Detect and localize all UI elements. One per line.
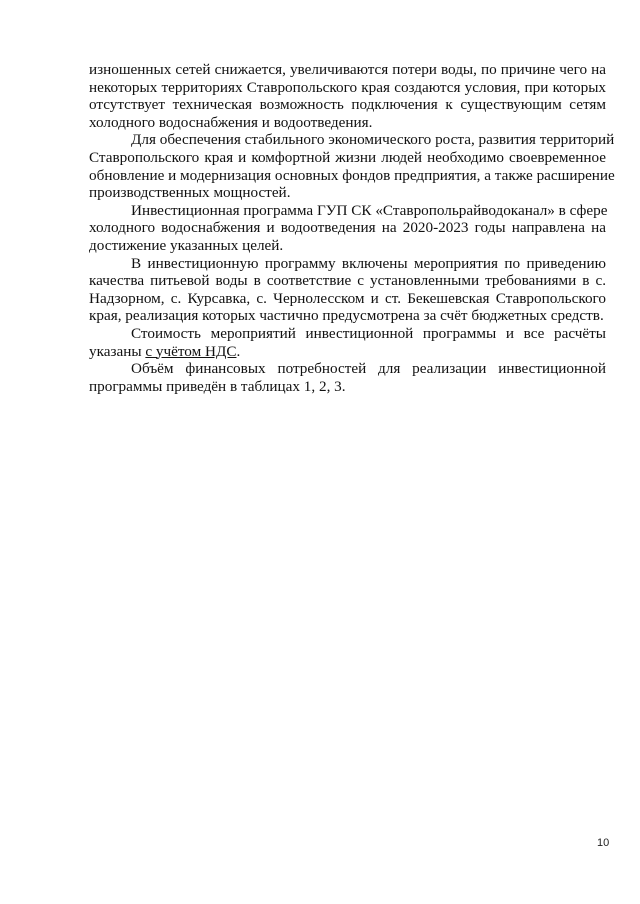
text-line: производственных мощностей. <box>89 184 291 202</box>
document-body <box>89 61 615 395</box>
paragraph-5 <box>89 325 606 360</box>
text-fragment: указаны <box>89 342 146 360</box>
text-fragment: . <box>236 342 241 360</box>
text-line: холодного водоснабжения и водоотведения. <box>89 113 373 131</box>
text-line: отсутствует техническая возможность подключения к существующим сетям <box>89 96 606 114</box>
paragraph-4 <box>89 255 606 325</box>
text-line: В инвестиционную программу включены мероприятия по приведению <box>131 254 606 272</box>
page-number: 10 <box>597 837 610 849</box>
text-line: Надзорном, с. Курсавка, с. Чернолесском и ст. Бекешевская Ставропольского <box>89 289 606 307</box>
text-line: края, реализация которых частично предусмотрена за счёт бюджетных средств. <box>89 307 604 325</box>
paragraph-6 <box>89 360 606 395</box>
paragraph-2 <box>89 131 615 202</box>
text-line: некоторых территориях Ставропольского края создаются условия, при которых <box>89 78 606 96</box>
paragraph-1 <box>89 61 606 131</box>
text-line: программы приведён в таблицах 1, 2, 3. <box>89 377 346 395</box>
paragraph-3 <box>89 202 606 255</box>
text-line: качества питьевой воды в соответствие с установленными требованиями в с. <box>89 272 606 290</box>
text-line: Для обеспечения стабильного экономического роста, развития территорий <box>131 131 615 149</box>
text-line: изношенных сетей снижается, увеличиваются потери воды, по причине чего на <box>89 61 606 78</box>
text-line <box>89 343 606 361</box>
text-line: холодного водоснабжения и водоотведения на 2020-2023 годы направлена на <box>89 219 606 237</box>
text-line: Ставропольского края и комфортной жизни людей необходимо своевременное <box>89 148 606 166</box>
text-line: Инвестиционная программа ГУП СК «Ставропольрайводоканал» в сфере <box>131 201 608 219</box>
text-line: Стоимость мероприятий инвестиционной программы и все расчёты <box>131 324 606 342</box>
text-line: достижение указанных целей. <box>89 236 284 254</box>
text-line: обновление и модернизация основных фондов предприятия, а также расширение <box>89 166 615 184</box>
text-line: Объём финансовых потребностей для реализации инвестиционной <box>131 360 606 378</box>
underlined-vat-note: с учётом НДС <box>145 342 237 360</box>
